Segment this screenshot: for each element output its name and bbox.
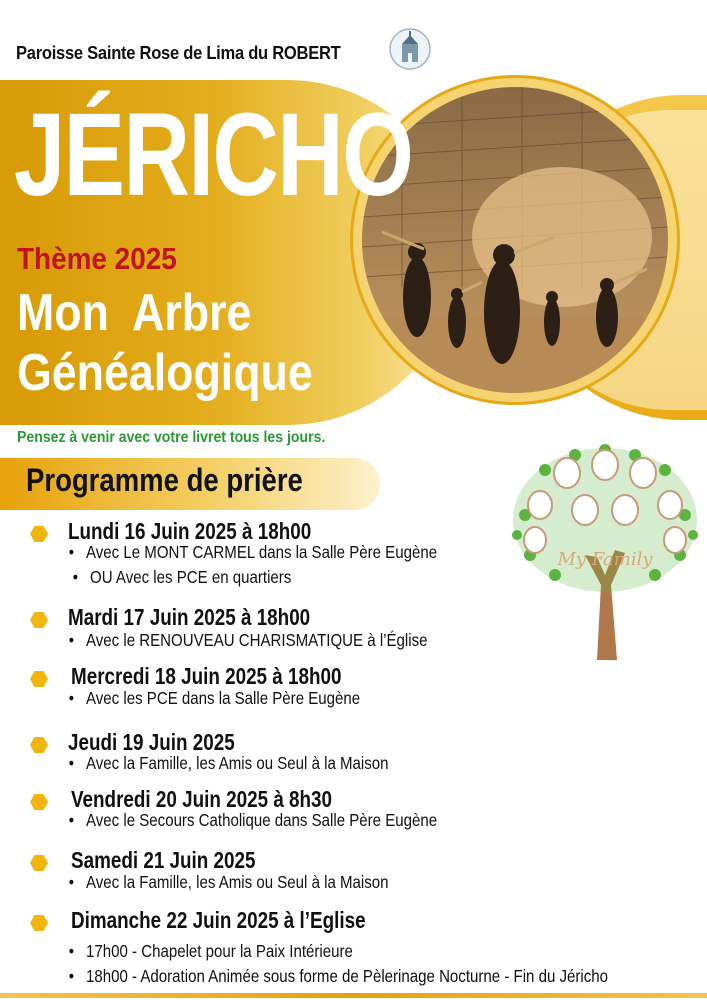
day-detail-item: • 17h00 - Chapelet pour la Paix Intérieure xyxy=(86,941,353,962)
bullet-hexagon-icon xyxy=(30,526,48,542)
day-detail-item: • OU Avec les PCE en quartiers xyxy=(90,567,291,588)
day-title: Dimanche 22 Juin 2025 à l’Eglise xyxy=(71,907,366,933)
subtitle-line-1: Mon Arbre xyxy=(17,284,252,342)
tree-label: My Family xyxy=(557,549,653,570)
day-title: Mercredi 18 Juin 2025 à 18h00 xyxy=(71,663,342,689)
booklet-reminder: Pensez à venir avec votre livret tous les jours. xyxy=(17,429,326,446)
bullet-hexagon-icon xyxy=(30,794,48,810)
day-title: Vendredi 20 Juin 2025 à 8h30 xyxy=(71,786,333,812)
parish-name: Paroisse Sainte Rose de Lima du ROBERT xyxy=(16,43,341,63)
day-title: Samedi 21 Juin 2025 xyxy=(71,847,256,873)
footer-rule xyxy=(0,993,707,998)
day-detail-item: • Avec la Famille, les Amis ou Seul à la Maison xyxy=(86,872,389,893)
day-detail-item: • Avec Le MONT CARMEL dans la Salle Père Eugène xyxy=(86,542,437,563)
day-detail-item: • Avec les PCE dans la Salle Père Eugène xyxy=(86,688,360,709)
day-title: Mardi 17 Juin 2025 à 18h00 xyxy=(68,604,311,630)
theme-subtitle xyxy=(17,283,313,403)
day-title: Jeudi 19 Juin 2025 xyxy=(68,729,235,755)
bullet-hexagon-icon xyxy=(30,612,48,628)
theme-label: Thème 2025 xyxy=(17,241,177,276)
day-detail-item: • Avec le RENOUVEAU CHARISMATIQUE à l’Église xyxy=(86,630,428,651)
program-title: Programme de prière xyxy=(26,462,303,498)
bullet-hexagon-icon xyxy=(30,855,48,871)
day-detail-item: • 18h00 - Adoration Animée sous forme de Pèlerinage Nocturne - Fin du Jéricho xyxy=(86,966,608,987)
family-tree-icon xyxy=(505,425,705,665)
main-title: JÉRICHO xyxy=(14,89,413,221)
bullet-hexagon-icon xyxy=(30,737,48,753)
bullet-hexagon-icon xyxy=(30,915,48,931)
day-detail-item: • Avec la Famille, les Amis ou Seul à la Maison xyxy=(86,753,389,774)
parish-logo-icon xyxy=(388,27,432,71)
subtitle-line-2: Généalogique xyxy=(17,344,313,402)
day-title: Lundi 16 Juin 2025 à 18h00 xyxy=(68,518,312,544)
day-detail-item: • Avec le Secours Catholique dans Salle Père Eugène xyxy=(86,810,437,831)
bullet-hexagon-icon xyxy=(30,671,48,687)
